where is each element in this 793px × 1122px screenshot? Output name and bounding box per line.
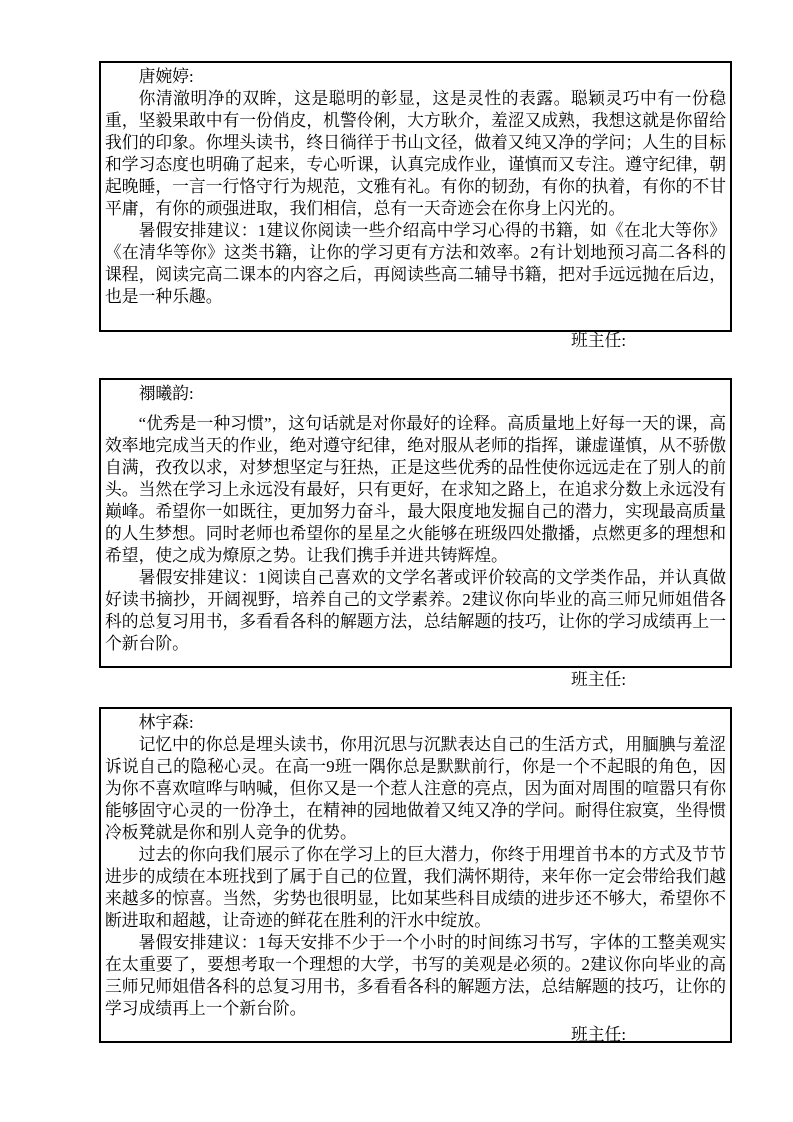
student-name: 唐婉婷: [138,67,194,86]
student-name: 林宇森: [138,713,194,732]
comment-box-2 [99,378,732,689]
signature-line: 班主任: [570,670,626,689]
comment-paragraph: “优秀是一种习惯”，这句话就是对你最好的诠释。高质量地上好每一天的课，高效率地完成当天的作业，绝对遵守纪律，绝对服从老师的指挥，谦虚谨慎，从不骄傲自满，孜孜以求，对梦想坚定与狂热，正是这些优秀的品性使你远远走在了别人的前头。当然在学习上永远没有最好，只有更好，在求知之路上，在追求分数上永远没有巅峰。希望你一如既往，更加努力奋斗，最大限度地发掘自己的潜力，实现最高质量的人生梦想。同时老师也希望你的星星之火能够在班级四处撒播，点燃更多的理想和希望，使之成为燎原之势。让我们携手并进共铸辉煌。 [105,414,726,565]
comment-paragraph: 你清澈明净的双眸，这是聪明的彰显，这是灵性的表露。聪颖灵巧中有一份稳重，坚毅果敢中有一份俏皮，机警伶俐，大方耿介，羞涩又成熟，我想这就是你留给我们的印象。你埋头读书，终日徜徉于书山文径，做着又纯又净的学问；人生的目标和学习态度也明确了起来，专心听课，认真完成作业，谨慎而又专注。遵守纪律，朝起晚睡，一言一行恪守行为规范，文雅有礼。有你的韧劲，有你的执着，有你的不甘平庸，有你的顽强进取，我们相信，总有一天奇迹会在你身上闪光的。 [105,89,726,218]
comment-box-1 [99,61,732,350]
suggestion-paragraph: 暑假安排建议：1阅读自己喜欢的文学名著或评价较高的文学类作品，并认真做好读书摘抄，开阔视野，培养自己的文学素养。2建议你向毕业的高三师兄师姐借各科的总复习用书，多看看各科的解题方法，总结解题的技巧，让你的学习成绩再上一个新台阶。 [105,568,726,653]
comment-paragraph: 记忆中的你总是埋头读书，你用沉思与沉默表达自己的生活方式，用腼腆与羞涩诉说自己的隐秘心灵。在高一9班一隅你总是默默前行，你是一个不起眼的角色，因为你不喜欢喧哗与呐喊，但你又是一个惹人注意的亮点，因为面对周围的喧嚣只有你能够固守心灵的一份净土，在精神的园地做着又纯又净的学问。耐得住寂寞，坐得惯冷板凳就是你和别人竞争的优势。 [105,735,726,842]
suggestion-paragraph: 暑假安排建议：1每天安排不少于一个小时的时间练习书写，字体的工整美观实在太重要了，要想考取一个理想的大学，书写的美观是必须的。2建议你向毕业的高三师兄师姐借各科的总复习用书，多看看各科的解题方法，总结解题的技巧，让你的学习成绩再上一个新台阶。 [105,933,726,1018]
comment-box-3 [99,707,732,1043]
signature-line: 班主任: [570,331,626,350]
comment-paragraph-2: 过去的你向我们展示了你在学习上的巨大潜力，你终于用埋首书本的方式及节节进步的成绩在本班找到了属于自己的位置，我们满怀期待，来年你一定会带给我们越来越多的惊喜。当然，劣势也很明显，比如某些科目成绩的进步还不够大，希望你不断进取和超越，让奇迹的鲜花在胜利的汗水中绽放。 [105,845,726,930]
signature-line: 班主任: [570,1025,626,1044]
student-name: 禤曦韵: [138,384,194,403]
suggestion-paragraph: 暑假安排建议：1建议你阅读一些介绍高中学习心得的书籍，如《在北大等你》《在清华等你》这类书籍，让你的学习更有方法和效率。2有计划地预习高二各科的课程，阅读完高二课本的内容之后，再阅读些高二辅导书籍，把对手远远抛在后边，也是一种乐趣。 [105,221,726,306]
